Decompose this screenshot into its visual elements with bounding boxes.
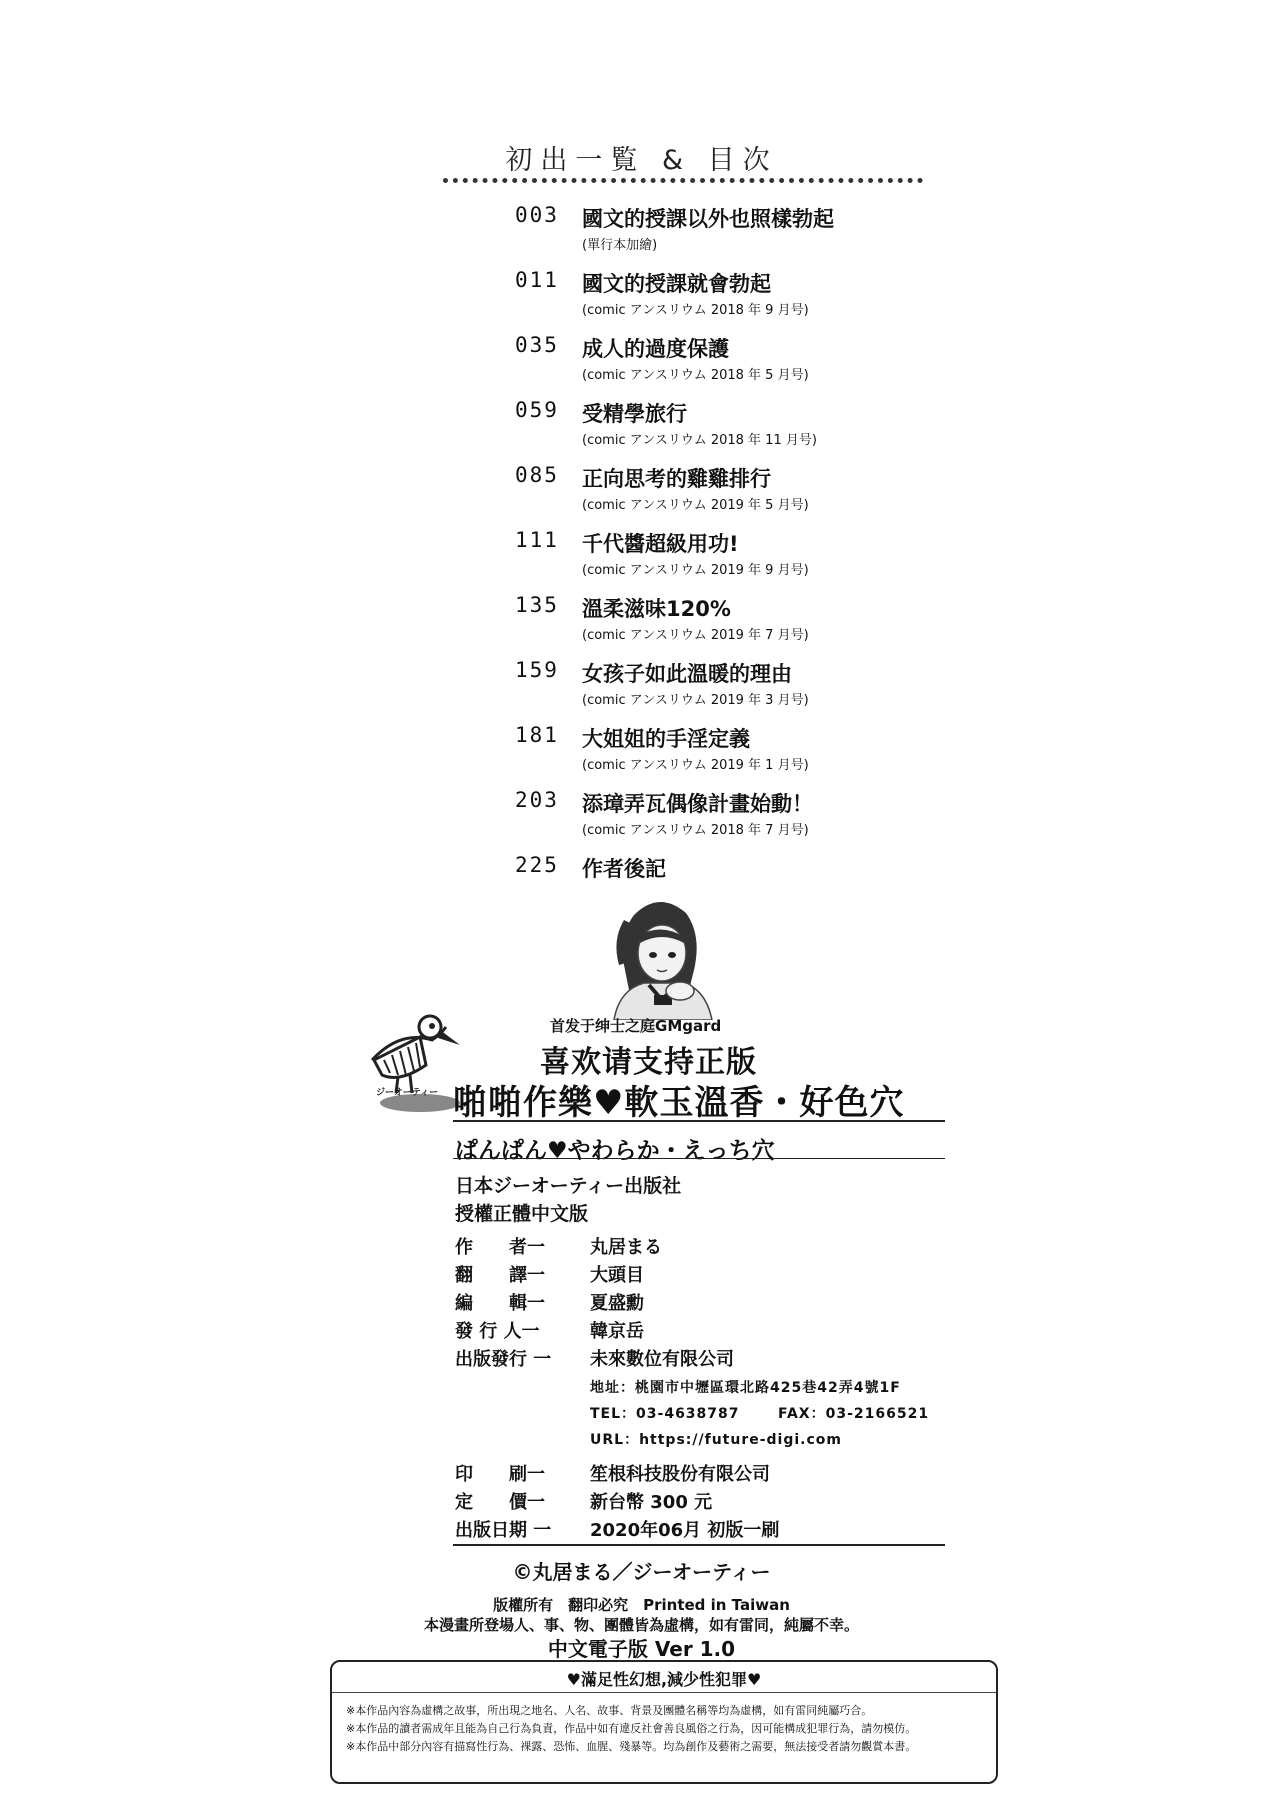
credit-value: 大頭目 [590,1265,644,1286]
toc-page-number: 085 [515,463,559,487]
original-title: ぱんぱん♥やわらか・えっち穴 [455,1138,775,1164]
credit-label: 出版日期 一 [455,1520,552,1541]
credit-value: 丸居まる [590,1237,662,1258]
publisher-address: 地址：桃園市中壢區環北路425巷42弄4號1F [590,1380,901,1396]
dotted-divider [443,178,923,183]
colophon-rule [453,1544,945,1546]
toc-story-title: 添璋弄瓦偶像計畫始動！ [582,792,813,816]
publisher-fax: FAX：03-2166521 [778,1406,930,1422]
publisher-info [455,1172,681,1228]
credit-label: 印 刷一 [455,1464,545,1485]
credit-label: 作 者一 [455,1237,545,1258]
publisher-url: URL：https://future-digi.com [590,1432,842,1448]
toc-item [515,398,1075,463]
toc-page-number: 111 [515,528,559,552]
credit-label: 出版發行 一 [455,1349,552,1370]
toc-item [515,723,1075,788]
credit-value: 未來數位有限公司 [590,1349,734,1370]
toc-source: (comic アンスリウム 2018 年 7 月号) [582,823,809,838]
license-note: 授權正體中文版 [455,1203,589,1225]
toc-source: (comic アンスリウム 2019 年 3 月号) [582,693,809,708]
toc-item [515,268,1075,333]
warning-box-title: ♥滿足性幻想,減少性犯罪♥ [566,1670,762,1689]
publisher-tel: TEL：03-4638787 [590,1406,740,1422]
credit-value: 新台幣 300 元 [590,1492,713,1513]
toc-page-number: 225 [515,853,559,877]
book-title: 啪啪作樂♥軟玉溫香・好色穴 [453,1083,905,1123]
toc-item [515,463,1075,528]
support-slogan: 喜欢请支持正版 [540,1045,757,1080]
copyright-line: ©丸居まる／ジーオーティー [512,1560,771,1584]
toc-source: (comic アンスリウム 2019 年 5 月号) [582,498,809,513]
toc-item [515,788,1075,853]
credit-label: 翻 譯一 [455,1265,545,1286]
character-illustration [594,895,724,1020]
credit-value: 笙根科技股份有限公司 [590,1464,770,1485]
publisher-name: 日本ジーオーティー出版社 [455,1175,682,1197]
title-rule [453,1120,945,1122]
toc-page-number: 135 [515,593,559,617]
warning-box [330,1660,998,1784]
disclaimer-line: 本漫畫所登場人、事、物、團體皆為虛構，如有雷同，純屬不幸。 [423,1616,859,1634]
credit-value: 夏盛勳 [590,1293,644,1314]
credit-label: 定 價一 [455,1492,545,1513]
toc-page-number: 203 [515,788,559,812]
toc-story-title: 國文的授課以外也照樣勃起 [582,207,834,231]
toc-story-title: 正向思考的雞雞排行 [582,467,771,491]
warning-text: ※本作品的讀者需成年且能為自己行為負責，作品中如有違反社會善良風俗之行為，因可能構成犯罪行為，請勿模仿。 [346,1722,917,1735]
toc-story-title: 國文的授課就會勃起 [582,272,771,296]
toc-story-title: 受精學旅行 [582,402,687,426]
toc-page-number: 003 [515,203,559,227]
rights-line: 版權所有 翻印必究 Printed in Taiwan [493,1596,790,1614]
toc-item [515,658,1075,723]
toc-page-number: 181 [515,723,559,747]
toc-source: (comic アンスリウム 2019 年 7 月号) [582,628,809,643]
toc-source: (comic アンスリウム 2019 年 9 月号) [582,563,809,578]
warning-box-divider [332,1692,996,1693]
credit-value: 韓京岳 [590,1321,644,1342]
version-line: 中文電子版 Ver 1.0 [547,1637,736,1661]
toc-title: 初出一覧 & 目次 [505,145,778,176]
toc-source: (comic アンスリウム 2018 年 11 月号) [582,433,817,448]
toc-source: (單行本加繪) [582,238,658,253]
toc-item [515,593,1075,658]
toc-story-title: 千代醬超級用功! [582,532,739,556]
credit-value: 2020年06月 初版一刷 [590,1520,780,1541]
toc-page-number: 011 [515,268,559,292]
credit-label: 發 行 人一 [455,1321,540,1342]
toc-item [515,528,1075,593]
toc-source: (comic アンスリウム 2018 年 5 月号) [582,368,809,383]
warning-text: ※本作品中部分內容有描寫性行為、裸露、恐怖、血腥、殘暴等。均為創作及藝術之需要，無法接受者請勿觀賞本書。 [346,1740,917,1753]
toc-story-title: 溫柔滋味120% [582,597,731,621]
toc-source: (comic アンスリウム 2019 年 1 月号) [582,758,809,773]
toc-story-title: 作者後記 [582,857,666,881]
warning-text: ※本作品內容為虛構之故事，所出現之地名、人名、故事、背景及團體名稱等均為虛構，如有雷同純屬巧合。 [346,1704,873,1717]
toc-page-number: 159 [515,658,559,682]
toc-item [515,333,1075,398]
toc-page-number: 035 [515,333,559,357]
toc-item [515,203,1075,268]
toc-source: (comic アンスリウム 2018 年 9 月号) [582,303,809,318]
table-of-contents [515,203,1075,918]
logo-caption: ジーオーティー [376,1088,439,1098]
toc-page-number: 059 [515,398,559,422]
toc-story-title: 大姐姐的手淫定義 [582,727,750,751]
toc-story-title: 成人的過度保護 [582,337,729,361]
toc-story-title: 女孩子如此溫暖的理由 [582,662,792,686]
subtitle-rule [453,1158,945,1159]
credit-label: 編 輯一 [455,1293,545,1314]
share-credit: 首发于绅士之庭GMgard [550,1017,722,1035]
